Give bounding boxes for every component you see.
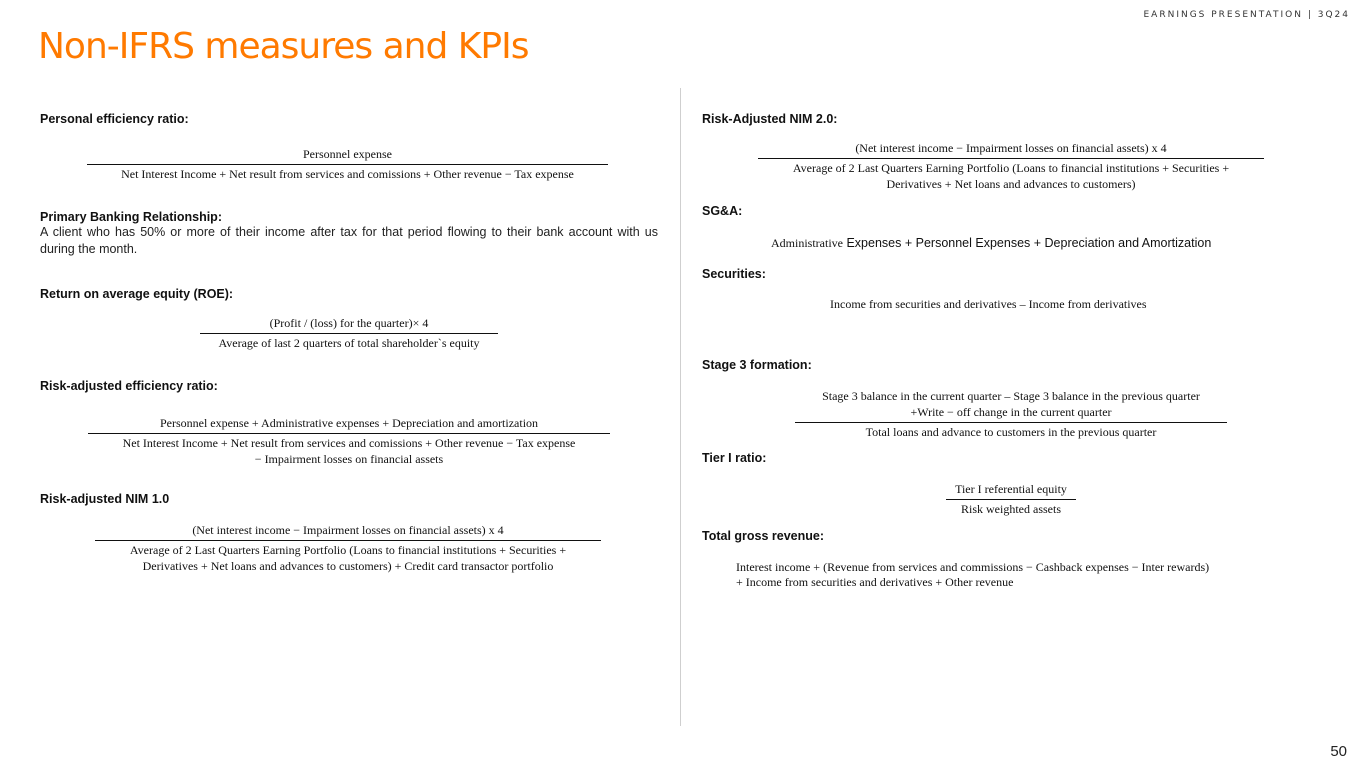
securities-heading: Securities: bbox=[702, 267, 766, 281]
formula-denominator-continued: Derivatives + Net loans and advances to customers) + Credit card transactor portfolio bbox=[142, 559, 554, 573]
securities-formula: Income from securities and derivatives – Income from derivatives bbox=[830, 297, 1147, 311]
formula-numerator-continued: +Write − off change in the current quarter bbox=[910, 405, 1112, 419]
tier1-heading: Tier I ratio: bbox=[702, 451, 767, 465]
personal-efficiency-heading: Personal efficiency ratio: bbox=[40, 112, 189, 126]
sga-formula bbox=[771, 236, 1211, 251]
formula-denominator: Net Interest Income + Net result from services and comissions + Other revenue − Tax expense bbox=[87, 164, 608, 182]
formula-numerator: Tier I referential equity bbox=[955, 482, 1067, 496]
primary-banking-heading: Primary Banking Relationship: bbox=[40, 210, 222, 224]
formula-denominator: Risk weighted assets bbox=[946, 499, 1076, 517]
risk-efficiency-formula bbox=[88, 415, 610, 467]
risk-efficiency-heading: Risk-adjusted efficiency ratio: bbox=[40, 379, 218, 393]
personal-efficiency-formula bbox=[87, 146, 608, 182]
nim1-heading: Risk-adjusted NIM 1.0 bbox=[40, 492, 170, 506]
formula-numerator: (Net interest income − Impairment losses on financial assets) x 4 bbox=[855, 141, 1167, 155]
gross-revenue-heading: Total gross revenue: bbox=[702, 529, 825, 543]
formula-numerator: (Profit / (loss) for the quarter)× 4 bbox=[269, 316, 429, 330]
formula-denominator: Average of 2 Last Quarters Earning Portfolio (Loans to financial institutions + Securities + bbox=[95, 540, 601, 558]
nim2-heading: Risk-Adjusted NIM 2.0: bbox=[702, 112, 838, 126]
formula-numerator: Stage 3 balance in the current quarter – Stage 3 balance in the previous quarter bbox=[822, 389, 1200, 403]
primary-banking-text: A client who has 50% or more of their income after tax for that period flowing to their bank account with us during the month. bbox=[40, 225, 658, 256]
formula-numerator: Personnel expense bbox=[303, 147, 392, 161]
page-title: Non-IFRS measures and KPIs bbox=[38, 26, 529, 67]
roe-formula bbox=[200, 315, 498, 351]
sga-formula-serif: Administrative bbox=[771, 236, 843, 250]
stage3-heading: Stage 3 formation: bbox=[702, 358, 812, 372]
stage3-formula bbox=[795, 388, 1227, 440]
sga-formula-sans: Expenses + Personnel Expenses + Depreciation and Amortization bbox=[843, 236, 1212, 250]
formula-denominator: Average of 2 Last Quarters Earning Portfolio (Loans to financial institutions + Securities + bbox=[758, 158, 1264, 176]
formula-denominator-continued: Derivatives + Net loans and advances to customers) bbox=[886, 177, 1136, 191]
formula-numerator: Personnel expense + Administrative expenses + Depreciation and amortization bbox=[159, 416, 539, 430]
presentation-tag: EARNINGS PRESENTATION | 3Q24 bbox=[1143, 10, 1350, 20]
gross-revenue-formula bbox=[736, 560, 1322, 590]
roe-heading: Return on average equity (ROE): bbox=[40, 287, 234, 301]
formula-line: Interest income + (Revenue from services and commissions − Cashback expenses − Inter rewards) bbox=[736, 560, 1210, 574]
formula-denominator-continued: − Impairment losses on financial assets bbox=[254, 452, 444, 466]
sga-heading: SG&A: bbox=[702, 204, 743, 218]
formula-denominator: Net Interest Income + Net result from services and comissions + Other revenue − Tax expense bbox=[88, 433, 610, 451]
formula-line: + Income from securities and derivatives + Other revenue bbox=[736, 575, 1014, 589]
formula-denominator: Total loans and advance to customers in the previous quarter bbox=[795, 422, 1227, 440]
nim2-formula bbox=[758, 140, 1264, 192]
tier1-formula bbox=[946, 481, 1076, 517]
formula-denominator: Average of last 2 quarters of total shareholder`s equity bbox=[200, 333, 498, 351]
page-number: 50 bbox=[1330, 743, 1347, 760]
nim1-formula bbox=[95, 522, 601, 574]
formula-numerator: (Net interest income − Impairment losses on financial assets) x 4 bbox=[192, 523, 504, 537]
column-divider bbox=[680, 88, 681, 726]
